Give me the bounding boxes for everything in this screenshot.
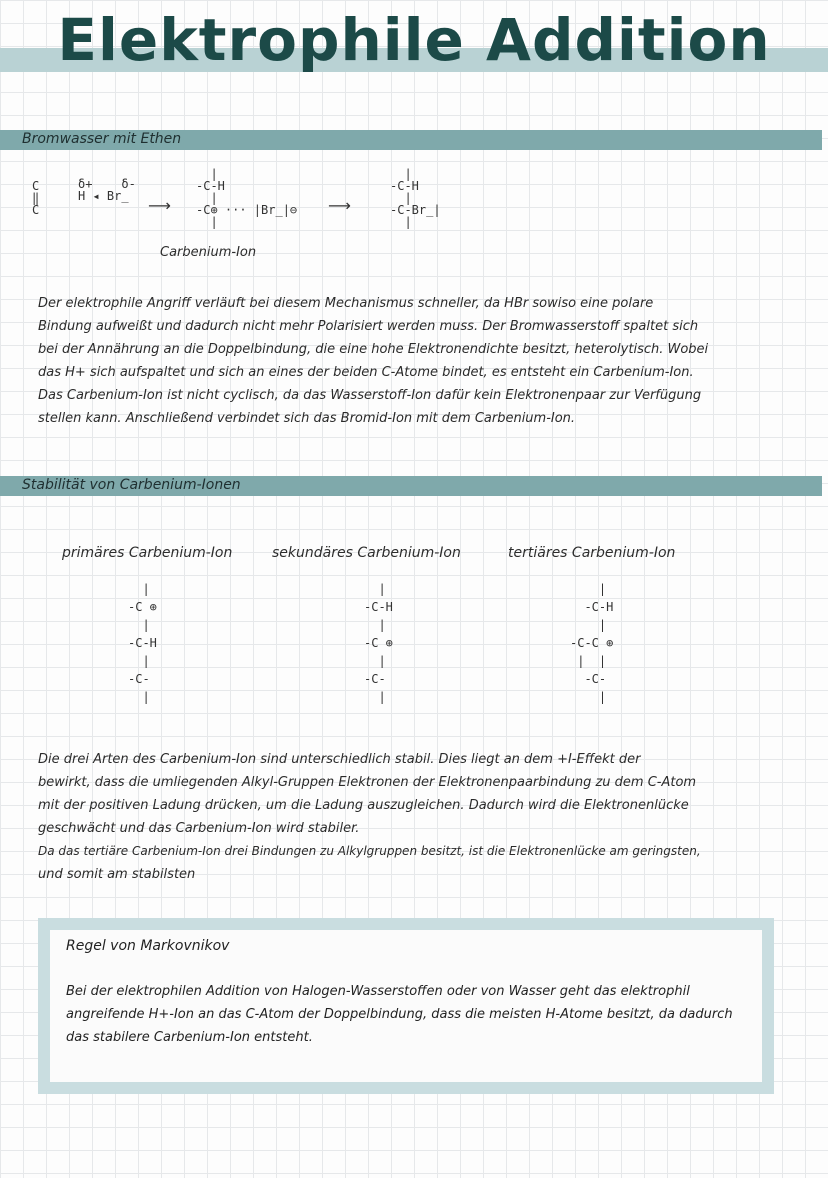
primary-label: primäres Carbenium-Ion [62,545,233,561]
tertiary-label: tertiäres Carbenium-Ion [508,545,676,561]
section-heading-bromwasser: Bromwasser mit Ethen [22,131,182,147]
intermediate-formula: | -C-H | -C⊕ ··· |Br̲|⊖ | [196,167,298,229]
paragraph-line: Der elektrophile Angriff verläuft bei diesem Mechanismus schneller, da HBr sowiso eine polare [38,296,654,311]
paragraph-line: das H+ sich aufspaltet und sich an eines der beiden C-Atome bindet, es entsteht ein Carbenium-Ion. [38,365,694,380]
hbr-formula: δ+ δ- H ◂ Br̲ [78,177,136,203]
paragraph-line: Das Carbenium-Ion ist nicht cyclisch, da das Wasserstoff-Ion dafür kein Elektronenpaar zur Verfügung [38,388,702,403]
rule-title: Regel von Markovnikov [66,938,230,954]
reaction-arrow-2: ⟶ [328,196,351,215]
secondary-label: sekundäres Carbenium-Ion [272,545,461,561]
paragraph-line: und somit am stabilsten [38,867,196,882]
rule-text [66,980,756,1049]
product-formula: | -C-H | -C-Br̲| | [390,167,441,229]
page-title: Elektrophile Addition [57,6,771,74]
secondary-structure: | -C-H | -C ⊕ | -C- | [364,582,393,704]
carbenium-caption: Carbenium-Ion [160,245,257,260]
paragraph-line: Da das tertiäre Carbenium-Ion drei Bindungen zu Alkylgruppen besitzt, ist die Elektronenlücke am geringsten, [38,844,701,858]
section2-paragraph [38,748,788,886]
ethene-formula: C ‖ C [32,179,40,217]
paragraph-line: stellen kann. Anschließend verbindet sich das Bromid-Ion mit dem Carbenium-Ion. [38,411,576,426]
section-heading-stabilitaet: Stabilität von Carbenium-Ionen [22,477,241,493]
paragraph-line: bewirkt, dass die umliegenden Alkyl-Gruppen Elektronen der Elektronenpaarbindung zu dem C-Atom [38,775,697,790]
tertiary-structure: | -C-H | -C-C ⊕ | | -C- | [570,582,614,704]
section1-paragraph [38,292,778,430]
paragraph-line: geschwächt und das Carbenium-Ion wird stabiler. [38,821,360,836]
paragraph-line: bei der Annährung an die Doppelbindung, die eine hohe Elektronendichte besitzt, heterolytisch. Wobei [38,342,709,357]
rule-line: angreifende H+-Ion an das C-Atom der Doppelbindung, dass die meisten H-Atome besitzt, da dadurch [66,1007,733,1022]
reaction-arrow-1: ⟶ [148,196,171,215]
rule-line: das stabilere Carbenium-Ion entsteht. [66,1030,313,1045]
primary-structure: | -C ⊕ | -C-H | -C- | [128,582,157,704]
paragraph-line: mit der positiven Ladung drücken, um die Ladung auszugleichen. Dadurch wird die Elektronenlücke [38,798,689,813]
paragraph-line: Die drei Arten des Carbenium-Ion sind unterschiedlich stabil. Dies liegt an dem +I-Effekt der [38,752,641,767]
rule-line: Bei der elektrophilen Addition von Halogen-Wasserstoffen oder von Wasser geht das elektrophil [66,984,690,999]
paragraph-line: Bindung aufweißt und dadurch nicht mehr Polarisiert werden muss. Der Bromwasserstoff spaltet sich [38,319,699,334]
